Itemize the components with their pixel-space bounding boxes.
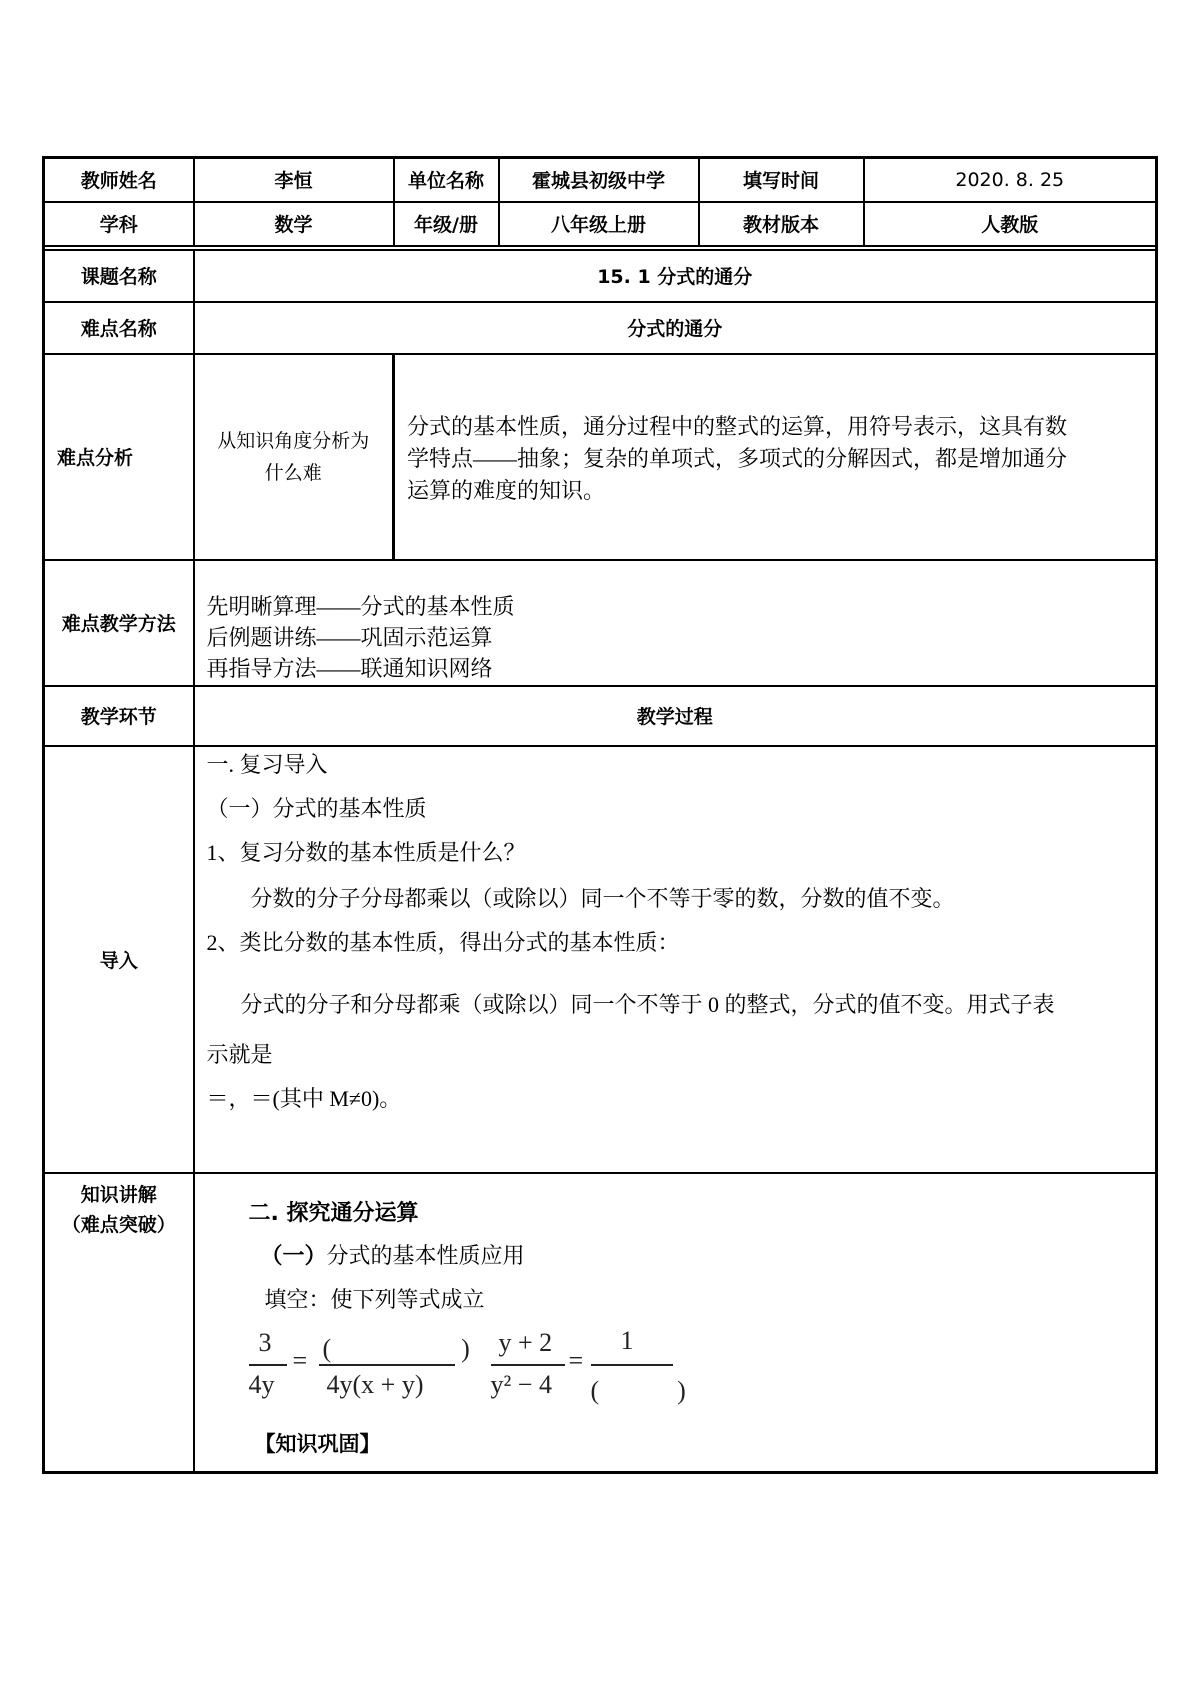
analysis-content: [394, 354, 1157, 560]
method-line: 再指导方法——联通知识网络: [206, 655, 493, 681]
knowledge-row: [44, 1173, 1157, 1473]
unit-value: 霍城县初级中学: [499, 158, 699, 202]
eq2-bar-right: [591, 1364, 673, 1366]
date-label: 填写时间: [699, 158, 864, 202]
process-value: 教学过程: [194, 686, 1157, 746]
eq2-equals: =: [568, 1345, 584, 1375]
header-row-2: [44, 202, 1157, 246]
method-label: 难点教学方法: [44, 560, 194, 686]
intro-answer-2-line-3: ＝，＝(其中 M≠0)。: [206, 1085, 402, 1111]
intro-label: 导入: [44, 746, 194, 1173]
teacher-label: 教师姓名: [44, 158, 194, 202]
knowledge-exercise: 填空：使下列等式成立: [264, 1286, 485, 1312]
header-row-1: [44, 158, 1157, 202]
eq1-den-right: 4y(x + y): [326, 1369, 424, 1399]
intro-row: [44, 746, 1157, 1173]
analysis-line: 学特点——抽象；复杂的单项式，多项式的分解因式，都是增加通分: [407, 445, 1068, 471]
topic-value: 15. 1 分式的通分: [194, 250, 1157, 302]
knowledge-label-line-2: （难点突破）: [61, 1213, 176, 1236]
intro-question-1: 1、复习分数的基本性质是什么？: [206, 839, 526, 865]
eq1-equals: =: [292, 1345, 308, 1375]
eq1-bar-right: [319, 1364, 455, 1366]
lesson-plan-table: [42, 156, 1158, 1474]
eq1-num-left: 3: [258, 1327, 272, 1357]
difficulty-value: 分式的通分: [194, 302, 1157, 354]
intro-answer-2-line-2: 示就是: [206, 1041, 273, 1067]
process-label: 教学环节: [44, 686, 194, 746]
analysis-line: 分式的基本性质，通分过程中的整式的运算，用符号表示，这具有数: [407, 413, 1068, 439]
analysis-sub-label: 从知识角度分析为什么难: [217, 429, 370, 484]
eq2-den-left: y² − 4: [490, 1369, 552, 1399]
subject-label: 学科: [44, 202, 194, 246]
teacher-value: 李恒: [194, 158, 394, 202]
knowledge-heading: 二. 探究通分运算: [248, 1200, 419, 1226]
knowledge-sub-heading: （一）分式的基本性质应用: [260, 1242, 525, 1269]
topic-label: 课题名称: [44, 250, 194, 302]
equation-1: [249, 1324, 479, 1414]
difficulty-row: [44, 302, 1157, 354]
eq2-num-left: y + 2: [498, 1327, 553, 1357]
method-row: [44, 560, 1157, 686]
grade-label: 年级/册: [394, 202, 499, 246]
eq2-den-right: ( ): [590, 1375, 686, 1405]
intro-answer-2-line-1: 分式的分子和分母都乘（或除以）同一个不等于 0 的整式，分式的值不变。用式子表: [240, 991, 1055, 1017]
eq1-num-right: ( ): [322, 1333, 470, 1363]
intro-sub-heading: （一）分式的基本性质: [206, 795, 427, 821]
analysis-row: [44, 354, 1157, 560]
eq1-bar-left: [249, 1364, 287, 1366]
knowledge-consolidate: 【知识巩固】: [254, 1431, 381, 1456]
date-value: 2020. 8. 25: [864, 158, 1157, 202]
equation-2: [491, 1324, 691, 1414]
unit-label: 单位名称: [394, 158, 499, 202]
difficulty-label: 难点名称: [44, 302, 194, 354]
process-header-row: [44, 686, 1157, 746]
edition-label: 教材版本: [699, 202, 864, 246]
subject-value: 数学: [194, 202, 394, 246]
knowledge-content: [194, 1173, 1157, 1473]
grade-value: 八年级上册: [499, 202, 699, 246]
analysis-line: 运算的难度的知识。: [407, 477, 606, 503]
intro-heading: 一. 复习导入: [206, 751, 328, 777]
eq2-num-right: 1: [620, 1325, 634, 1355]
eq2-bar-left: [491, 1364, 565, 1366]
topic-row: [44, 250, 1157, 302]
knowledge-label-line-1: 知识讲解: [80, 1183, 157, 1206]
method-line: 先明晰算理——分式的基本性质: [206, 593, 515, 619]
method-line: 后例题讲练——巩固示范运算: [206, 624, 493, 650]
intro-answer-1: 分数的分子分母都乘以（或除以）同一个不等于零的数，分数的值不变。: [250, 885, 955, 911]
method-content: [194, 560, 1157, 686]
intro-question-2: 2、类比分数的基本性质，得出分式的基本性质：: [206, 929, 680, 955]
lesson-plan-sheet: [42, 156, 1155, 1474]
analysis-label: 难点分析: [44, 354, 194, 560]
eq1-den-left: 4y: [248, 1369, 275, 1399]
intro-content: [194, 746, 1157, 1173]
edition-value: 人教版: [864, 202, 1157, 246]
